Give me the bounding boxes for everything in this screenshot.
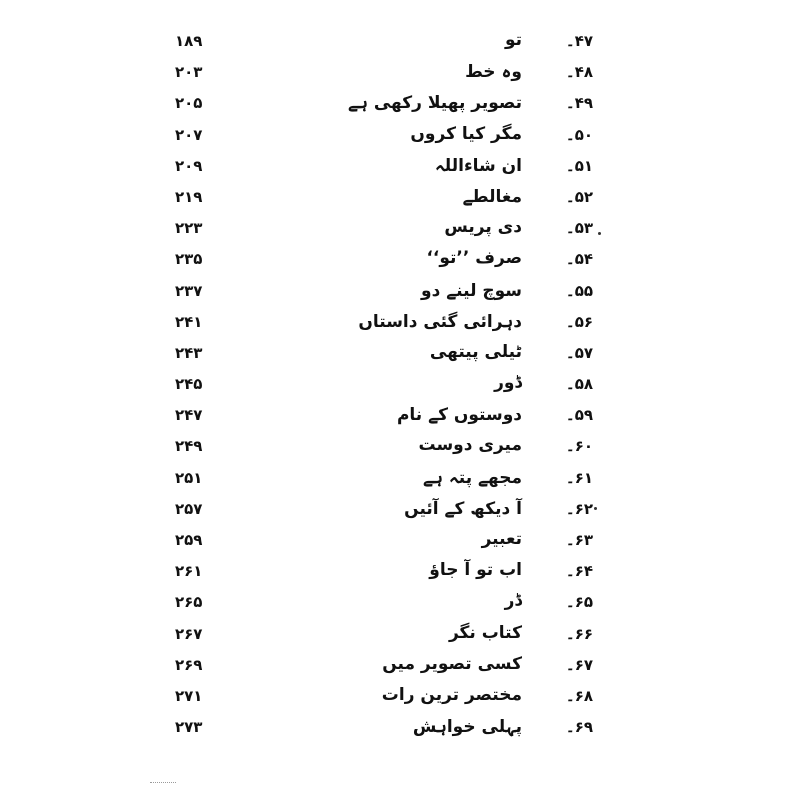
toc-title: تو xyxy=(504,30,522,50)
toc-page-number: ۲۰۹ xyxy=(175,156,203,175)
toc-row xyxy=(0,527,800,558)
toc-title: اب تو آ جاؤ xyxy=(429,560,522,581)
toc-title: کتاب نگر xyxy=(448,622,522,643)
toc-page-number: ۲۰۳ xyxy=(175,63,203,82)
stray-ink-mark xyxy=(598,232,601,235)
toc-row xyxy=(0,309,800,340)
toc-title: صرف ’’تو‘‘ xyxy=(426,248,522,269)
toc-entry-number: ۵۶۔ xyxy=(565,312,593,331)
toc-row xyxy=(0,153,800,184)
toc-row xyxy=(0,59,800,90)
toc-title: دوستوں کے نام xyxy=(396,405,522,426)
toc-page-number: ۲۷۱ xyxy=(175,686,203,705)
toc-entry-number: ۵۴۔ xyxy=(565,250,593,269)
toc-row xyxy=(0,683,800,714)
toc-page-number: ۲۴۵ xyxy=(175,375,203,394)
toc-row xyxy=(0,621,800,652)
page-smudge xyxy=(150,782,176,786)
toc-row xyxy=(0,28,800,59)
toc-page-number: ۲۵۹ xyxy=(175,531,203,549)
toc-title: ڈر xyxy=(504,591,522,612)
toc-entry-number: ۴۸۔ xyxy=(565,63,593,82)
toc-page-number: ۲۰۷ xyxy=(175,125,203,144)
toc-title: پہلی خواہش xyxy=(412,717,522,738)
toc-row xyxy=(0,340,800,371)
toc-page-number: ۲۶۷ xyxy=(175,624,203,643)
toc-page-number: ۲۱۹ xyxy=(175,187,203,206)
toc-page-number: ۲۴۹ xyxy=(175,437,203,456)
toc-row xyxy=(0,433,800,464)
toc-entry-number: ۵۹۔ xyxy=(565,406,593,425)
toc-page-number: ۲۳۵ xyxy=(175,250,203,269)
toc-page-number: ۲۷۳ xyxy=(175,718,203,737)
toc-page-number: ۲۶۹ xyxy=(175,655,203,674)
toc-row xyxy=(0,246,800,277)
table-of-contents xyxy=(0,28,800,745)
toc-entry-number: ۶۶۔ xyxy=(565,624,593,643)
stray-ink-mark xyxy=(594,507,597,510)
toc-title: تعبیر xyxy=(481,529,522,549)
toc-title: سوچ لینے دو xyxy=(421,280,522,301)
toc-title: مجھے پتہ ہے xyxy=(422,467,522,488)
toc-title: ان شاءاللہ xyxy=(434,155,522,176)
toc-entry-number: ۶۸۔ xyxy=(565,686,593,705)
toc-page-number: ۲۵۷ xyxy=(175,499,203,518)
toc-entry-number: ۴۷۔ xyxy=(565,32,593,50)
toc-entry-number: ۵۰۔ xyxy=(565,125,593,144)
toc-title: مغالطے xyxy=(462,186,522,207)
toc-title: دہرائی گئی داستاں xyxy=(358,311,522,332)
toc-entry-number: ۵۱۔ xyxy=(565,156,593,175)
toc-page-number: ۱۸۹ xyxy=(175,32,203,50)
toc-row xyxy=(0,278,800,309)
toc-entry-number: ۴۹۔ xyxy=(565,94,593,113)
toc-entry-number: ۶۳۔ xyxy=(565,531,593,549)
toc-entry-number: ۶۹۔ xyxy=(565,718,593,737)
toc-title: تصویر پھیلا رکھی ہے xyxy=(348,93,522,114)
toc-entry-number: ۶۱۔ xyxy=(565,468,593,487)
toc-title: مختصر ترین رات xyxy=(381,684,522,705)
toc-title: مگر کیا کروں xyxy=(410,123,522,144)
toc-row xyxy=(0,90,800,121)
toc-entry-number: ۵۳۔ xyxy=(565,219,593,238)
toc-entry-number: ۶۴۔ xyxy=(565,562,593,581)
toc-row xyxy=(0,215,800,246)
toc-entry-number: ۶۵۔ xyxy=(565,593,593,612)
toc-row xyxy=(0,122,800,153)
toc-row xyxy=(0,652,800,683)
toc-row xyxy=(0,402,800,433)
toc-title: ڈور xyxy=(494,373,522,394)
toc-page-number: ۲۶۵ xyxy=(175,593,203,612)
toc-page-number: ۲۴۷ xyxy=(175,406,203,425)
toc-entry-number: ۶۲۔ xyxy=(565,499,593,518)
toc-row xyxy=(0,371,800,402)
toc-title: دی پریس xyxy=(444,217,522,238)
toc-page-number: ۲۳۷ xyxy=(175,281,203,300)
toc-page-number: ۲۰۵ xyxy=(175,94,203,113)
toc-title: کسی تصویر میں xyxy=(382,653,522,674)
toc-page-number: ۲۶۱ xyxy=(175,562,203,581)
toc-title: میری دوست xyxy=(418,435,522,456)
toc-page-number: ۲۲۳ xyxy=(175,219,203,238)
toc-page-number: ۲۴۱ xyxy=(175,312,203,331)
toc-row xyxy=(0,184,800,215)
toc-page-number: ۲۴۳ xyxy=(175,343,203,362)
toc-entry-number: ۵۸۔ xyxy=(565,375,593,394)
toc-row xyxy=(0,589,800,620)
toc-title: وہ خط xyxy=(465,62,522,83)
toc-row xyxy=(0,714,800,745)
toc-page-number: ۲۵۱ xyxy=(175,468,203,487)
toc-entry-number: ۵۷۔ xyxy=(565,343,593,362)
toc-row xyxy=(0,465,800,496)
toc-entry-number: ۶۰۔ xyxy=(565,437,593,456)
toc-entry-number: ۵۵۔ xyxy=(565,281,593,300)
toc-entry-number: ۵۲۔ xyxy=(565,187,593,206)
toc-row xyxy=(0,558,800,589)
toc-entry-number: ۶۷۔ xyxy=(565,655,593,674)
toc-title: آ دیکھ کے آئیں xyxy=(404,498,522,519)
toc-title: ٹیلی پیتھی xyxy=(429,341,522,362)
toc-row xyxy=(0,496,800,527)
